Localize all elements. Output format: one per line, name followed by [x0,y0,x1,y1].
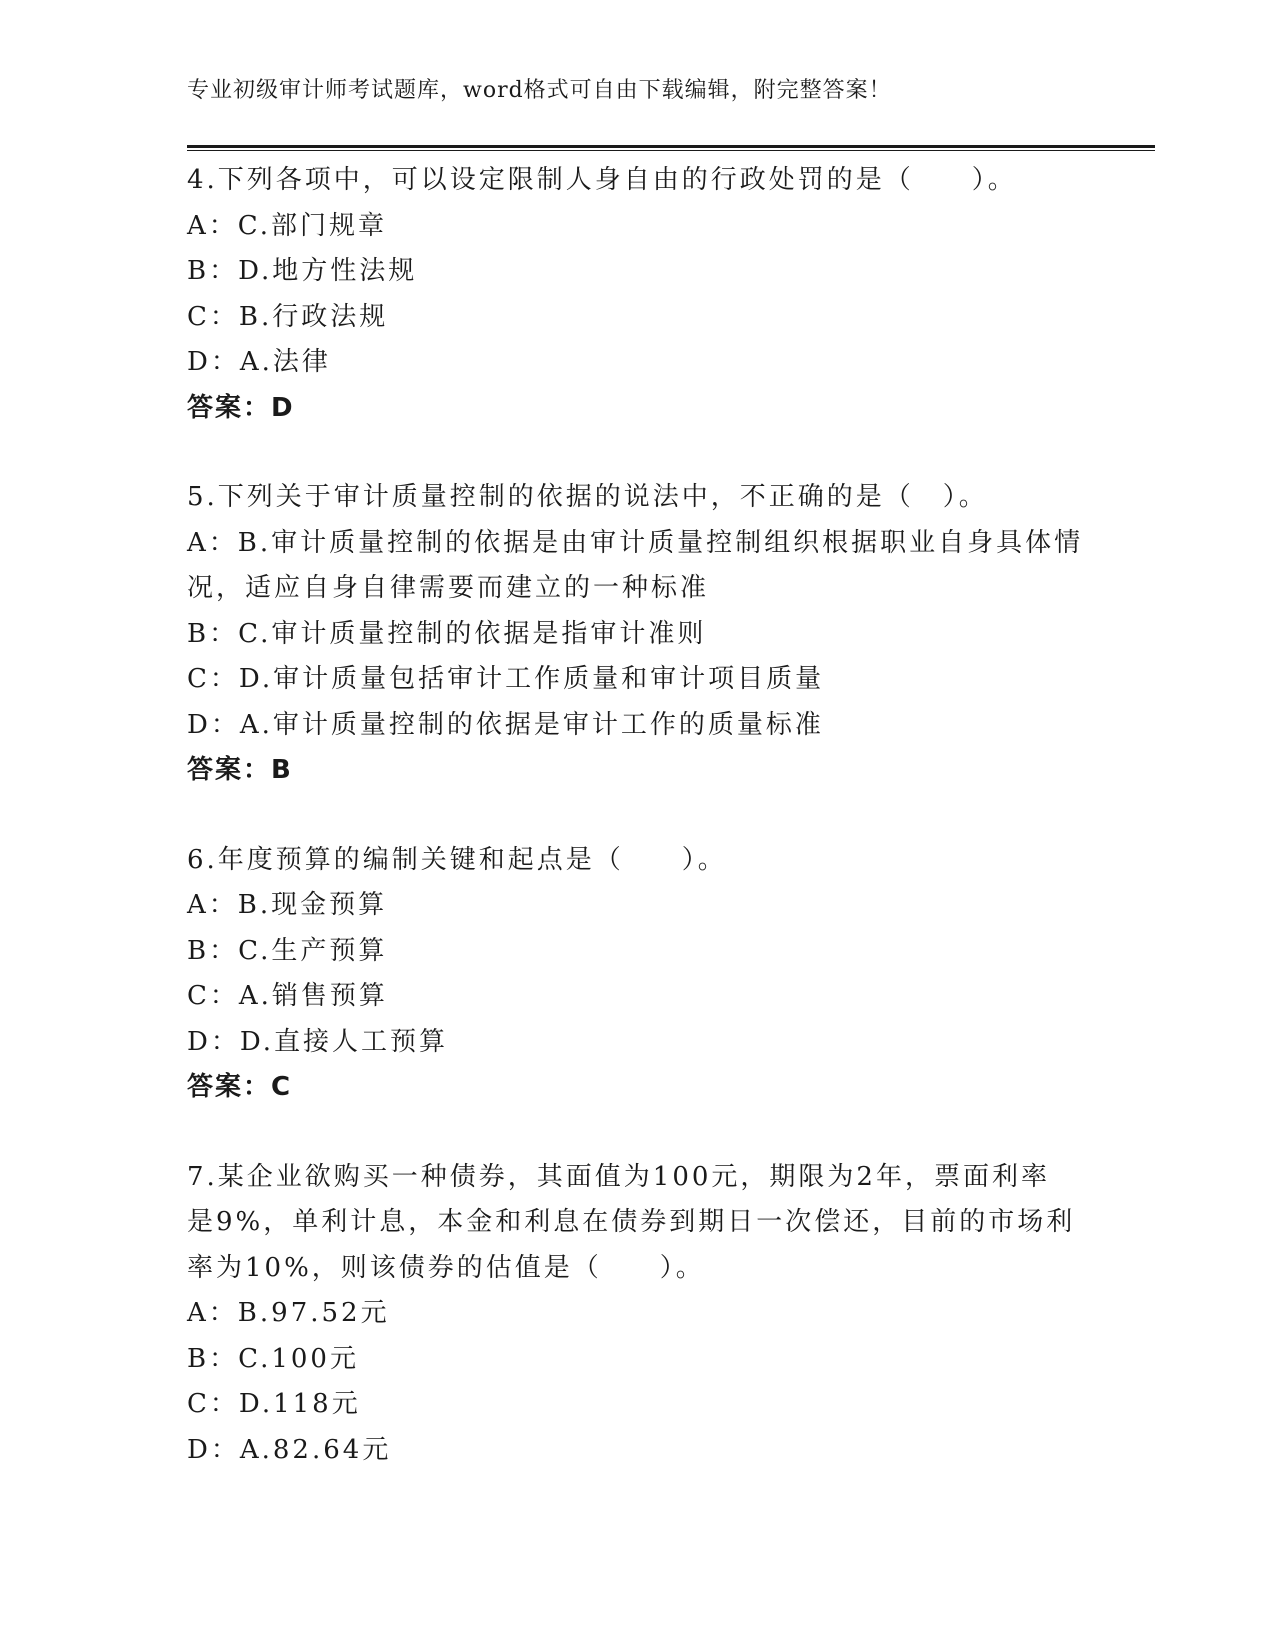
stem-line: 5.下列关于审计质量控制的依据的说法中，不正确的是（ ）。 [187,482,988,512]
option-c: C：A.销售预算 [187,981,388,1011]
option-a: A：B.97.52元 [187,1298,390,1328]
option-d: D：A.法律 [187,347,331,377]
document-header: 专业初级审计师考试题库，word格式可自由下载编辑，附完整答案！ [187,78,892,103]
answer-label: 答案：B [187,755,293,785]
option-d: D：A.审计质量控制的依据是审计工作的质量标准 [187,709,824,740]
question-5 [187,475,1087,794]
option-a: A：C.部门规章 [187,210,388,241]
option-c: C：D.118元 [187,1389,361,1419]
question-list [187,158,1087,1517]
stem-line: 率为10%，则该债券的估值是（ ）。 [187,1252,705,1283]
option-a: A：B.现金预算 [187,890,388,920]
option-b: B：D.地方性法规 [187,256,418,286]
stem-line: 4.下列各项中，可以设定限制人身自由的行政处罚的是（ ）。 [187,165,1017,195]
question-7 [187,1155,1087,1474]
option-b: B：C.审计质量控制的依据是指审计准则 [187,618,707,649]
answer-label: 答案：C [187,1072,293,1102]
option-c: C：B.行政法规 [187,301,389,332]
stem-line: 7.某企业欲购买一种债券，其面值为100元，期限为2年，票面利率 [187,1161,1050,1192]
option-d: D：A.82.64元 [187,1434,392,1465]
question-stem [187,838,1087,884]
question-stem [187,475,1087,521]
header-divider [187,145,1155,151]
stem-line: 6.年度预算的编制关键和起点是（ ）。 [187,844,727,875]
option-a-continued: 况，适应自身自律需要而建立的一种标准 [187,573,710,603]
question-4 [187,158,1087,431]
option-b: B：C.生产预算 [187,935,388,966]
question-stem [187,1155,1087,1292]
option-d: D：D.直接人工预算 [187,1026,449,1057]
option-a: A：B.审计质量控制的依据是由审计质量控制组织根据职业自身具体情 [187,527,1084,558]
answer-label: 答案：D [187,392,295,423]
stem-line: 是9%，单利计息，本金和利息在债券到期日一次偿还，目前的市场利 [187,1207,1076,1237]
question-6 [187,838,1087,1111]
option-c: C：D.审计质量包括审计工作质量和审计项目质量 [187,664,825,694]
option-b: B：C.100元 [187,1343,359,1374]
question-stem [187,158,1087,204]
